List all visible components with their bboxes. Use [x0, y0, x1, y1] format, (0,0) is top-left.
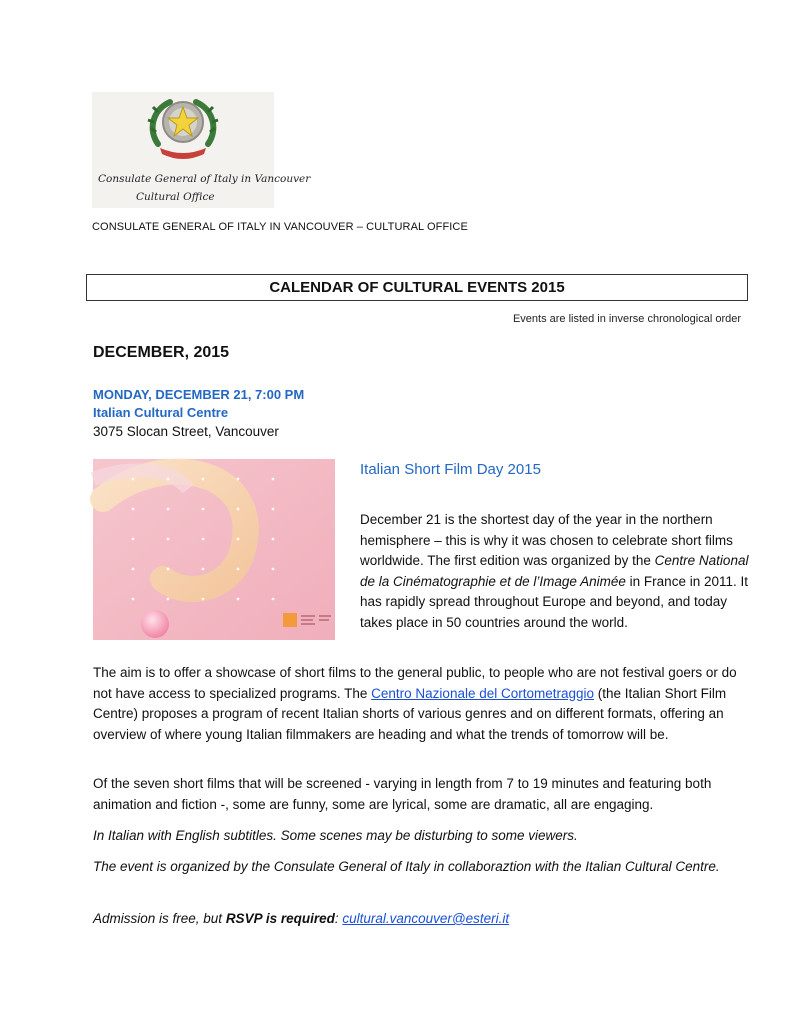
admission-note: [93, 909, 743, 930]
organizer-note: The event is organized by the Consulate General of Italy in collaboraztion with the Italian Cultural Centre.: [93, 859, 720, 874]
intro-text-2: in France in 2011. It has rapidly spread throughout Europe and beyond, and today takes place in 50 countries around the world.: [360, 573, 748, 630]
italian-emblem-icon: [92, 92, 311, 208]
aim-text-1: The aim is to offer a showcase of short films to the general public, to people who are not festival goers or do not have access to specialized programs. The: [93, 665, 737, 701]
rsvp-required: RSVP is required: [225, 911, 335, 926]
rsvp-email-link[interactable]: cultural.vancouver@esteri.it: [342, 911, 510, 926]
order-note: Events are listed in inverse chronological order: [512, 313, 741, 325]
films-paragraph: Of the seven short films that will be screened - varying in length from 7 to 19 minutes and featuring both animation and fiction -, some are funny, some are lyrical, some are dramatic, all are engaging.: [93, 776, 712, 812]
office-line: CONSULATE GENERAL OF ITALY IN VANCOUVER – CULTURAL OFFICE: [92, 221, 468, 233]
intro-italic-text: Centre National de la Cinématographie et de l’Image Animée: [360, 553, 749, 589]
admission-colon: :: [334, 911, 343, 926]
page-title: CALENDAR OF CULTURAL EVENTS 2015: [86, 274, 748, 301]
event-address: 3075 Slocan Street, Vancouver: [93, 424, 279, 439]
logo-script-line2: Cultural Office: [136, 191, 215, 203]
intro-paragraph: [360, 510, 750, 633]
admission-prefix: Admission is free, but: [93, 911, 226, 926]
consulate-logo: [92, 92, 311, 208]
logo-script-line1: Consulate General of Italy in Vancouver: [98, 173, 311, 185]
month-heading: DECEMBER, 2015: [93, 344, 230, 361]
event-date-time: MONDAY, DECEMBER 21, 7:00 PM: [93, 387, 305, 402]
intro-text-1: December 21 is the shortest day of the year in the northern hemisphere – this is why it was chosen to celebrate short films worldwide. The first edition was organized by the: [360, 512, 733, 568]
event-venue: Italian Cultural Centre: [93, 405, 229, 420]
aim-text-2: (the Italian Short Film Centre) proposes a program of recent Italian shorts of various genres and on different formats, offering an overview of where young Italian filmmakers are heading and what the trends of tomorrow will be.: [93, 685, 727, 742]
cortometraggio-link[interactable]: Centro Nazionale del Cortometraggio: [371, 685, 595, 701]
event-poster-image: [93, 459, 335, 640]
aim-paragraph: [93, 663, 743, 745]
film-title: Italian Short Film Day 2015: [360, 461, 541, 478]
subtitles-note: In Italian with English subtitles. Some scenes may be disturbing to some viewers.: [93, 828, 578, 843]
